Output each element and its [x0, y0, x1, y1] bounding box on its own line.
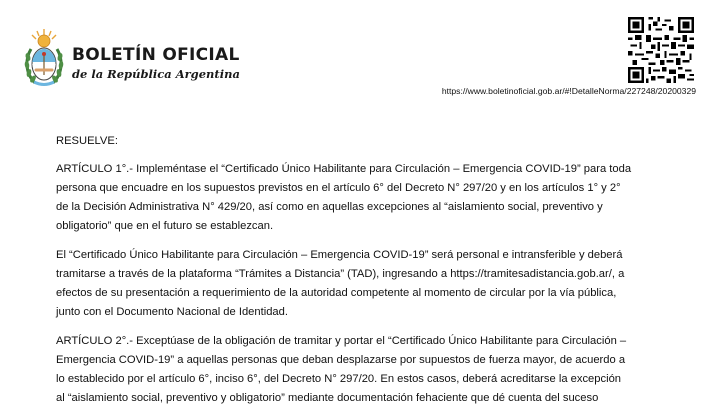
paragraph-line: al “aislamiento social, preventivo y obligatorio” mediante documentación fehaciente que dé cuenta del suceso	[56, 392, 599, 404]
argentina-coat-of-arms-icon	[23, 27, 65, 89]
paragraph-certificate-details	[56, 246, 673, 322]
brand	[72, 46, 240, 81]
paragraph-line: junto con el Documento Nacional de Identidad.	[56, 306, 288, 318]
paragraph-line: de la Decisión Administrativa N° 429/20, así como en aquellas excepciones al “aislamiento social, preventivo y	[56, 201, 603, 213]
paragraph-line: ARTÍCULO 2°.- Exceptúase de la obligación de tramitar y portar el “Certificado Único Habilitante para Circulación –	[56, 335, 627, 347]
paragraph-line: tramitarse a través de la plataforma “Trámites a Distancia” (TAD), ingresando a https://tramitesadistancia.gob.ar/, a	[56, 268, 625, 280]
paragraph-article-1	[56, 160, 673, 236]
document-body	[56, 132, 673, 405]
brand-title: BOLETÍN OFICIAL	[72, 45, 240, 65]
paragraph-line: Emergencia COVID-19” a aquellas personas que deban desplazarse por supuestos de fuerza mayor, de acuerdo a	[56, 354, 626, 366]
brand-subtitle: de la República Argentina	[72, 67, 240, 81]
document-url[interactable]: https://www.boletinoficial.gob.ar/#!DetalleNorma/227248/20200329	[441, 86, 696, 96]
paragraph-line: persona que encuadre en los supuestos previstos en el artículo 6° del Decreto N° 297/20 y en los artículos 1° y 2°	[56, 182, 621, 194]
paragraph-article-2	[56, 332, 673, 405]
paragraph-line: efectos de su presentación a requerimiento de la autoridad competente al momento de circular por la vía pública,	[56, 287, 617, 299]
resolution-heading: RESUELVE:	[56, 135, 118, 147]
paragraph-line: obligatorio” que en el futuro se establezcan.	[56, 220, 274, 232]
qr-code-icon	[628, 17, 694, 83]
paragraph-line: ARTÍCULO 1°.- Impleméntase el “Certificado Único Habilitante para Circulación – Emergencia COVID-19” para toda	[56, 163, 632, 175]
paragraph-line: lo establecido por el artículo 6°, inciso 6°, del Decreto N° 297/20. En estos casos, deberá acreditarse la excepción	[56, 373, 622, 385]
document-header	[0, 0, 720, 100]
paragraph-line: El “Certificado Único Habilitante para Circulación – Emergencia COVID-19” será personal e intransferible y deberá	[56, 249, 623, 261]
